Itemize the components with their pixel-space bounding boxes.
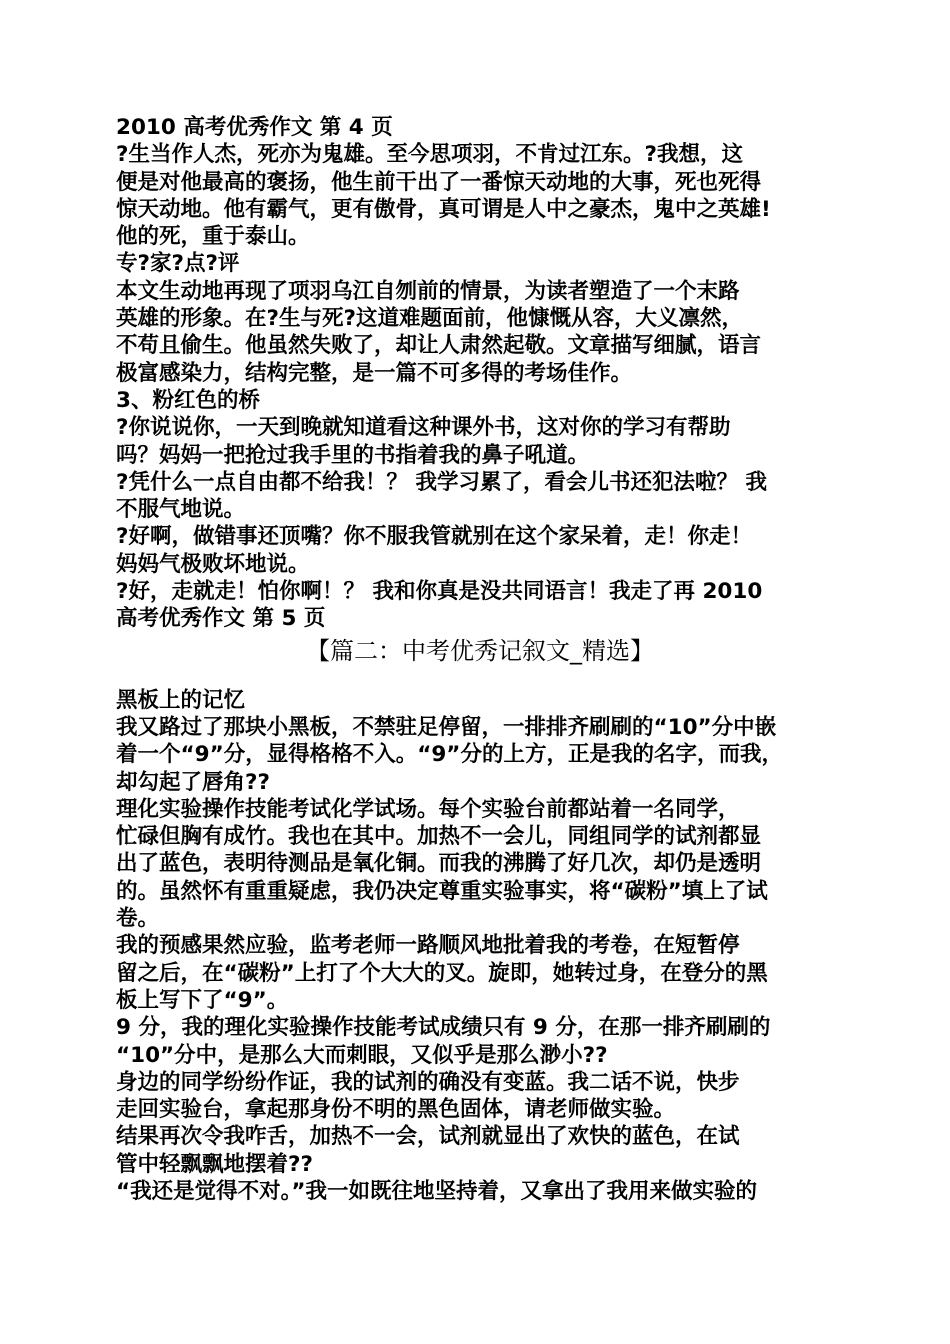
text-line: 板上写下了“9”。 (116, 987, 289, 1013)
review-heading: 专?家?点?评 (116, 251, 240, 277)
essay-heading: 3、粉红色的桥 (116, 387, 260, 413)
text-line: 我又路过了那块小黑板，不禁驻足停留，一排排齐刷刷的“10”分中嵌 (116, 714, 777, 740)
text-line: 着一个“9”分，显得格格不入。“9”分的上方，正是我的名字，而我， (116, 742, 783, 768)
text-line: 留之后，在“碳粉”上打了个大大的叉。旋即，她转过身，在登分的黑 (116, 960, 768, 986)
text-line: 不服气地说。 (116, 497, 246, 523)
text-line: 忙碌但胸有成竹。我也在其中。加热不一会儿，同组同学的试剂都显 (116, 824, 762, 850)
text-line: 英雄的形象。在?生与死?这道难题面前，他慷慨从容，大义凛然， (116, 306, 743, 332)
spacer (116, 669, 844, 687)
text-line: 他的死，重于泰山。 (116, 224, 310, 250)
text-line: ?好啊，做错事还顶嘴？你不服我管就别在这个家呆着，走！你走！ (116, 524, 752, 550)
page-header-line: 2010 高考优秀作文 第 4 页 (116, 115, 393, 140)
text-line: 便是对他最高的褒扬，他生前干出了一番惊天动地的大事，死也死得 (116, 169, 762, 195)
section-title: 【篇二：中考优秀记叙文_精选】 (306, 636, 654, 665)
text-line: ?凭什么一点自由都不给我！？ 我学习累了，看会儿书还犯法啦？ 我 (116, 469, 767, 495)
text-line: ?好，走就走！怕你啊！？ 我和你真是没共同语言！我走了再 2010 (116, 579, 763, 605)
text-line: 结果再次令我咋舌，加热不一会，试剂就显出了欢快的蓝色，在试 (116, 1124, 740, 1150)
text-line: 本文生动地再现了项羽乌江自刎前的情景，为读者塑造了一个末路 (116, 278, 740, 304)
text-line: 我的预感果然应验，监考老师一路顺风地批着我的考卷，在短暂停 (116, 933, 740, 959)
text-line: 妈妈气极败坏地说。 (116, 551, 310, 577)
text-line: 走回实验台，拿起那身份不明的黑色固体，请老师做实验。 (116, 1097, 676, 1123)
text-line: 出了蓝色，表明待测品是氧化铜。而我的沸腾了好几次，却仍是透明 (116, 851, 762, 877)
essay-title: 黑板上的记忆 (116, 687, 246, 713)
text-line: 极富感染力，结构完整，是一篇不可多得的考场佳作。 (116, 360, 633, 386)
text-line: 管中轻飘飘地摆着?? (116, 1151, 313, 1177)
text-line: 惊天动地。他有霸气，更有傲骨，真可谓是人中之豪杰，鬼中之英雄! (116, 196, 771, 222)
text-line: 不苟且偷生。他虽然失败了，却让人肃然起敬。文章描写细腻，语言 (116, 333, 762, 359)
text-line: 理化实验操作技能考试化学试场。每个实验台前都站着一名同学， (116, 796, 740, 822)
text-line: 身边的同学纷纷作证，我的试剂的确没有变蓝。我二话不说，快步 (116, 1069, 740, 1095)
document-page (116, 114, 844, 1205)
text-line: “我还是觉得不对。”我一如既往地坚持着，又拿出了我用来做实验的 (116, 1178, 758, 1204)
text-line: 9 分，我的理化实验操作技能考试成绩只有 9 分，在那一排齐刷刷的 (116, 1015, 771, 1041)
text-line: ?生当作人杰，死亦为鬼雄。至今思项羽，不肯过江东。?我想，这 (116, 142, 743, 168)
text-line: 的。虽然怀有重重疑虑，我仍决定尊重实验事实，将“碳粉”填上了试 (116, 878, 768, 904)
essay-part-one (116, 114, 844, 633)
text-line: 卷。 (116, 906, 160, 932)
page-footer-line: 高考优秀作文 第 5 页 (116, 606, 326, 632)
text-line: “10”分中，是那么大而刺眼，又似乎是那么渺小?? (116, 1042, 608, 1068)
text-line: ?你说说你，一天到晚就知道看这种课外书，这对你的学习有帮助 (116, 415, 731, 441)
text-line: 吗？妈妈一把抢过我手里的书指着我的鼻子吼道。 (116, 442, 590, 468)
text-line: 却勾起了唇角?? (116, 769, 270, 795)
essay-part-two (116, 687, 844, 1206)
